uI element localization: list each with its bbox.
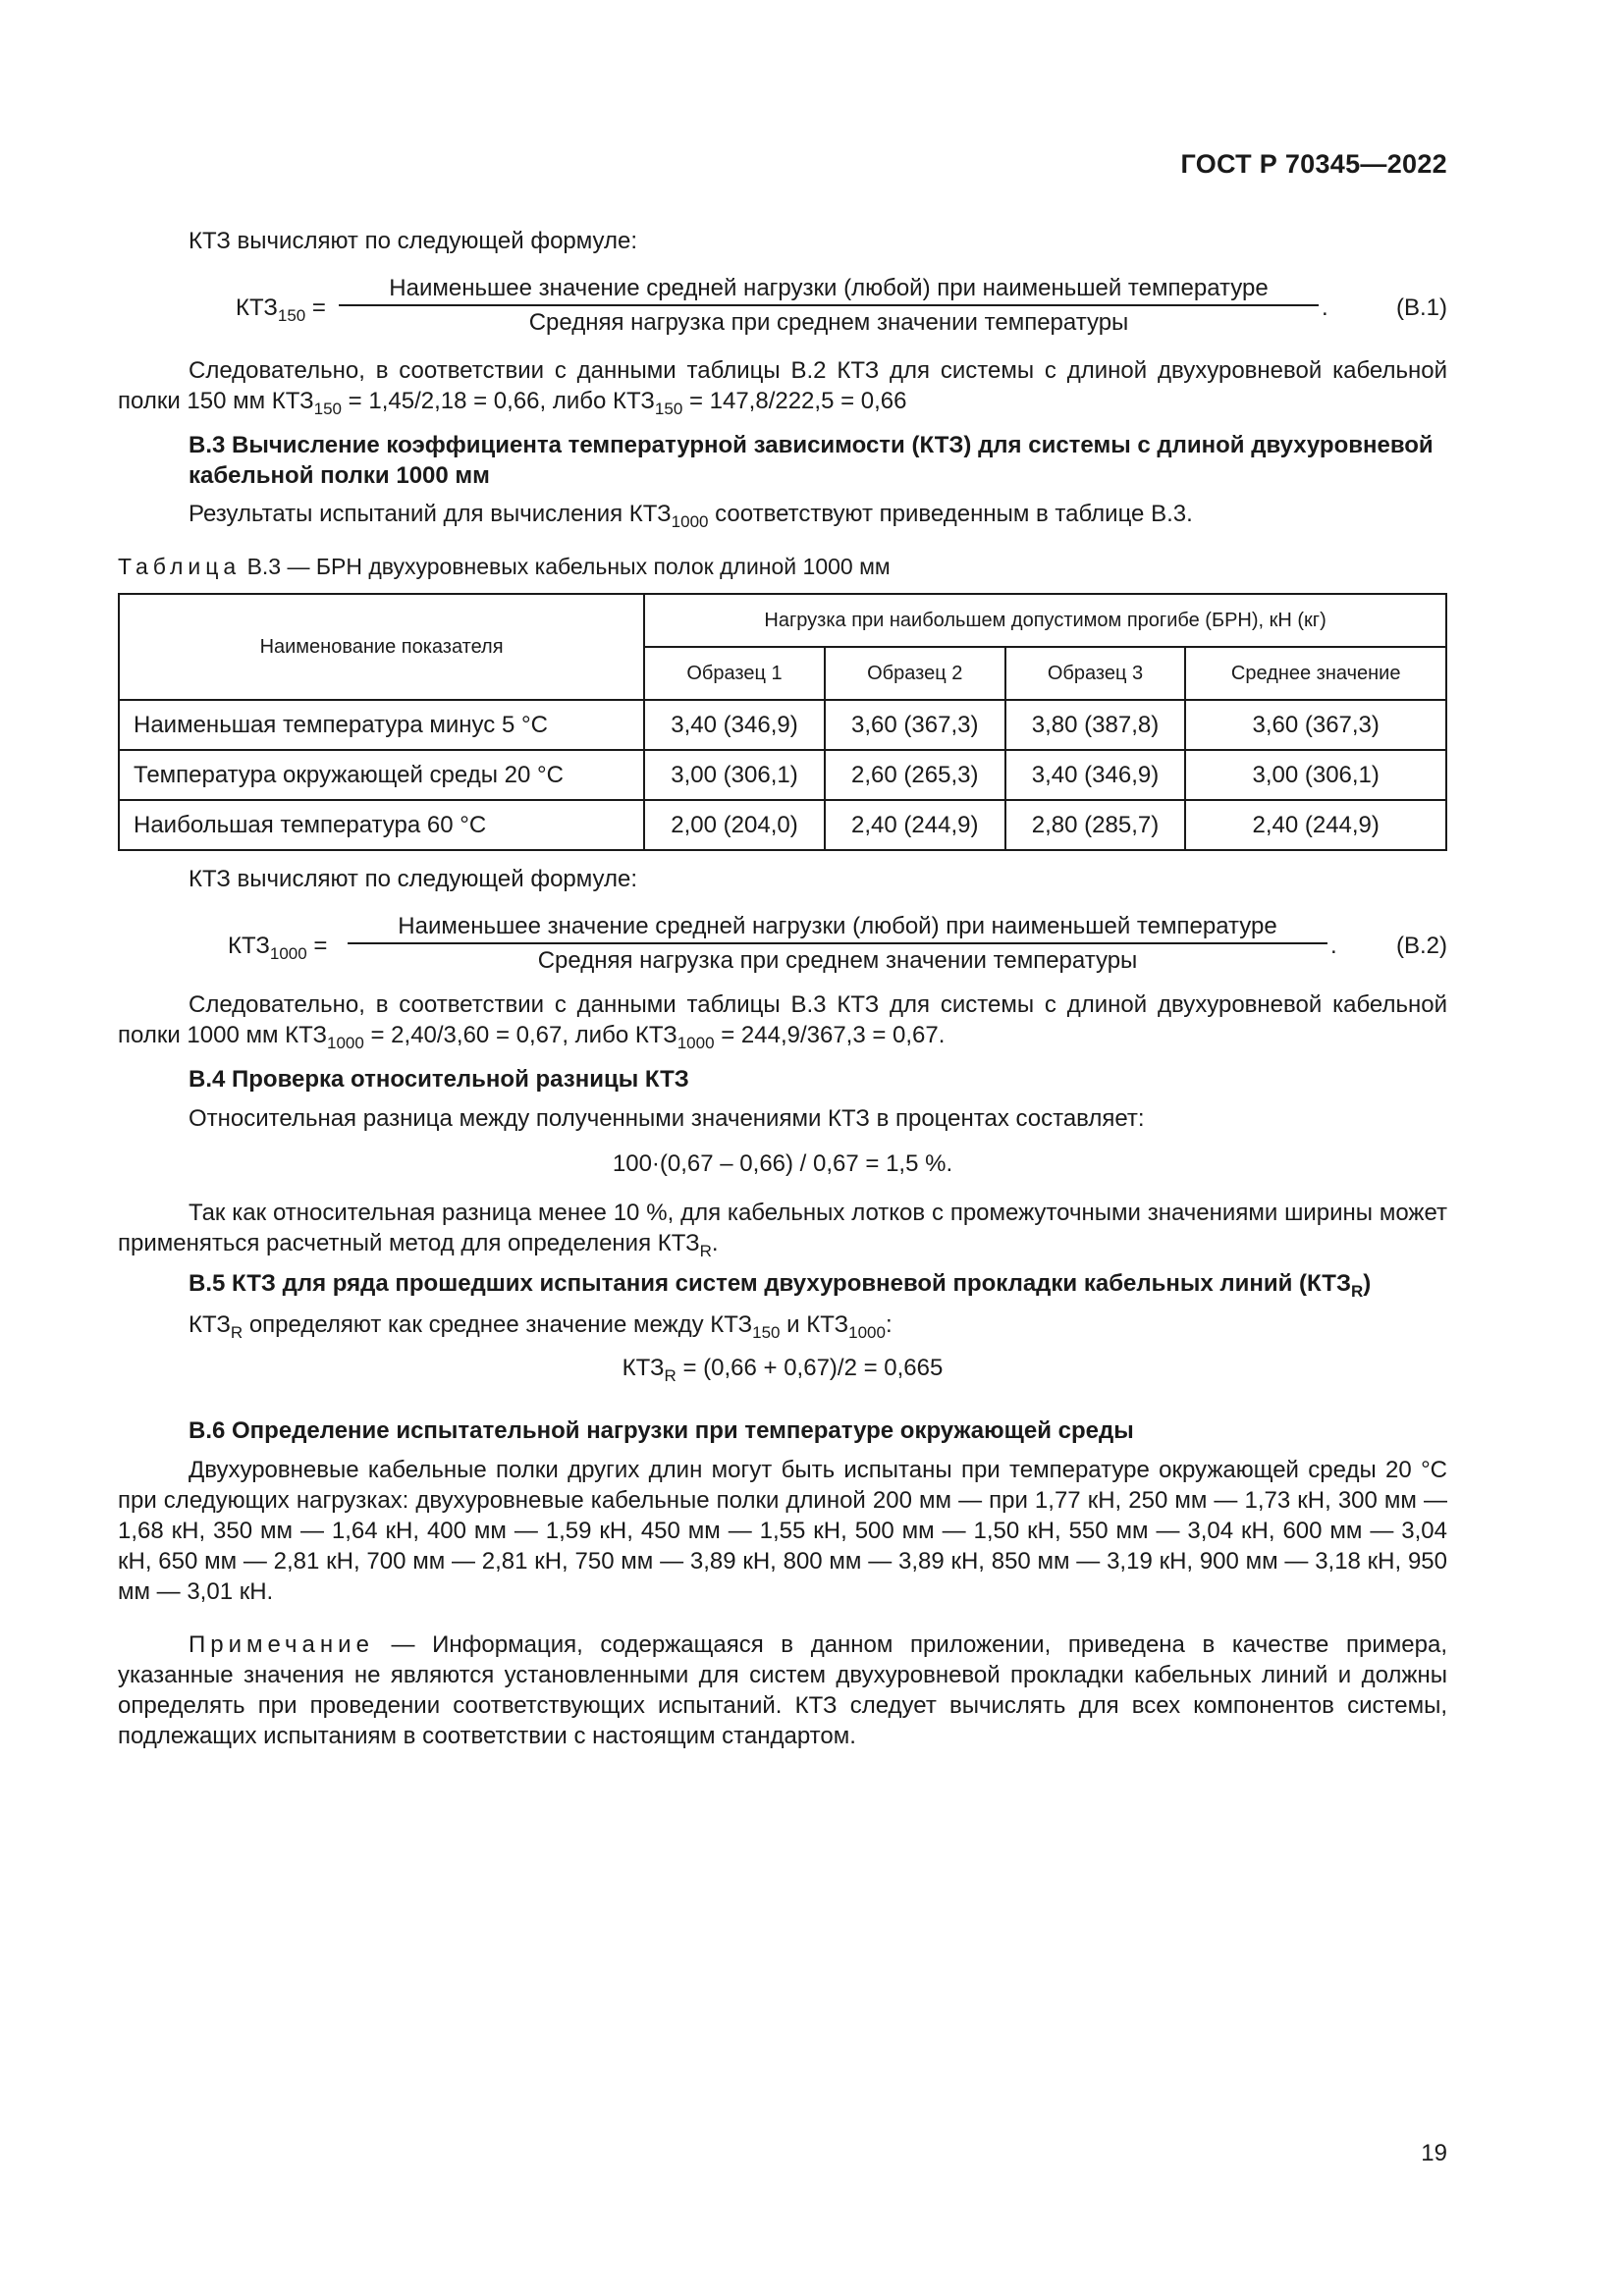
table-title: Таблица В.3 — БРН двухуровневых кабельных полок длиной 1000 мм xyxy=(118,554,891,579)
table-cell: 3,40 (346,9) xyxy=(1005,750,1186,800)
formula-b1-dot: . xyxy=(1322,294,1328,321)
table-row xyxy=(119,750,1446,800)
formula-b2 xyxy=(118,911,1447,982)
formula-b1-lhs: $КТЗ_{150}$ = xyxy=(236,294,326,325)
table-cell: 2,80 (285,7) xyxy=(1005,800,1186,850)
ktz-r-equation: $КТЗ_R = (0,66 + 0,67)/2 = 0,665$ xyxy=(622,1355,944,1385)
row-label: Наибольшая температура 60 °С xyxy=(119,800,644,850)
formula-b2-number: (В.2) xyxy=(1395,933,1447,959)
since-paragraph: Так как относительная разница менее 10 %, для кабельных лотков с промежуточными значениями ширины может применяться расчетный метод для определения $КТЗ_R$. xyxy=(118,1200,1447,1260)
relative-difference-paragraph: Относительная разница между полученными значениями КТЗ в процентах составляет: xyxy=(189,1105,1145,1132)
table-cell: 3,00 (306,1) xyxy=(1185,750,1446,800)
table-cell: 3,60 (367,3) xyxy=(825,700,1005,750)
formula-b1-fraction xyxy=(339,273,1319,340)
section-heading-b5: В.5 КТЗ для ряда прошедших испытания систем двухуровневой прокладки кабельных линий $(КТЗ_R)$ xyxy=(189,1270,1372,1301)
table-header-name: Наименование показателя xyxy=(119,594,644,700)
table-row xyxy=(119,800,1446,850)
note-paragraph: Примечание — Информация, содержащаяся в данном приложении, приведена в качестве примера, указанные значения не являются установленными для систем двухуровневой прокладки кабельных линий и должны определять при проведении соответствующих испытаний. КТЗ следует вычислять для всех компонентов системы, подлежащих испытаниям в соответствии с настоящим стандартом. xyxy=(118,1631,1447,1749)
formula-b2-lhs: $КТЗ_{1000}$ = xyxy=(228,933,328,963)
table-cell: 3,00 (306,1) xyxy=(644,750,825,800)
results-paragraph: Результаты испытаний для вычисления $КТЗ_{1000}$ соответствуют приведенным в таблице В.3. xyxy=(189,501,1193,531)
table-cell: 3,80 (387,8) xyxy=(1005,700,1186,750)
document-code: ГОСТ Р 70345—2022 xyxy=(1180,149,1447,179)
formula-b2-dot: . xyxy=(1330,933,1337,959)
table-cell: 3,40 (346,9) xyxy=(644,700,825,750)
section-heading-b6: В.6 Определение испытательной нагрузки при температуре окружающей среды xyxy=(189,1417,1134,1444)
consequently-paragraph-2: Следовательно, в соответствии с данными таблицы В.3 КТЗ для системы с длиной двухуровневой кабельной полки 1000 мм $КТЗ_{1000} = 2,40/3,60 = 0,67$, либо $КТЗ_{1000} = 244,9/367,3 = 0,67$. xyxy=(118,991,1447,1052)
table-cell: 2,00 (204,0) xyxy=(644,800,825,850)
formula-intro-1: КТЗ вычисляют по следующей формуле: xyxy=(189,228,638,254)
formula-b1-denominator: Средняя нагрузка при среднем значении температуры xyxy=(528,309,1129,336)
formula-b1-number: (В.1) xyxy=(1395,294,1447,321)
table-cell: 3,60 (367,3) xyxy=(1185,700,1446,750)
section-heading-b4: В.4 Проверка относительной разницы КТЗ xyxy=(189,1066,689,1093)
table-cell: 2,40 (244,9) xyxy=(1185,800,1446,850)
table-subheader: Образец 1 xyxy=(644,647,825,700)
page-number: 19 xyxy=(1421,2140,1447,2166)
brn-table xyxy=(118,593,1447,851)
table-subheader: Образец 2 xyxy=(825,647,1005,700)
row-label: Наименьшая температура минус 5 °С xyxy=(119,700,644,750)
table-subheader: Образец 3 xyxy=(1005,647,1186,700)
consequently-paragraph-1: Следовательно, в соответствии с данными таблицы В.2 КТЗ для системы с длиной двухуровневой кабельной полки 150 мм $КТЗ_{150} = 1,45/2,18 = 0,66$, либо $КТЗ_{150} = 147,8/222,5 = 0,66$ xyxy=(118,357,1447,418)
ktz-r-paragraph: $КТЗ_R$ определяют как среднее значение между $КТЗ_{150}$ и $КТЗ_{1000}$: xyxy=(189,1311,893,1342)
formula-b2-numerator: Наименьшее значение средней нагрузки (любой) при наименьшей температуре xyxy=(398,913,1277,939)
table-cell: 2,60 (265,3) xyxy=(825,750,1005,800)
b6-paragraph: Двухуровневые кабельные полки других длин могут быть испытаны при температуре окружающей среды 20 °С при следующих нагрузках: двухуровневые кабельные полки длиной 200 мм — при 1,77 кН, 250 мм — 1,73 кН, 300 мм — 1,68 кН, 350 мм — 1,64 кН, 400 мм — 1,59 кН, 450 мм — 1,55 кН, 500 мм — 1,50 кН, 550 мм — 3,04 кН, 600 мм — 3,04 кН, 650 мм — 2,81 кН, 700 мм — 2,81 кН, 750 мм — 3,89 кН, 800 мм — 3,89 кН, 850 мм — 3,19 кН, 900 мм — 3,18 кН, 950 мм — 3,01 кН. xyxy=(118,1457,1447,1605)
row-label: Температура окружающей среды 20 °С xyxy=(119,750,644,800)
formula-b2-denominator: Средняя нагрузка при среднем значении температуры xyxy=(537,947,1138,974)
table-header-group: Нагрузка при наибольшем допустимом прогибе (БРН), кН (кг) xyxy=(644,594,1446,647)
formula-b1 xyxy=(118,273,1447,344)
formula-intro-2: КТЗ вычисляют по следующей формуле: xyxy=(189,866,638,892)
table-subheader: Среднее значение xyxy=(1185,647,1446,700)
table-row xyxy=(119,700,1446,750)
formula-b1-numerator: Наименьшее значение средней нагрузки (любой) при наименьшей температуре xyxy=(389,275,1269,301)
section-heading-b3: В.3 Вычисление коэффициента температурной зависимости (КТЗ) для системы с длиной двухуровневой кабельной полки 1000 мм xyxy=(189,432,1434,489)
relative-difference-equation: 100·(0,67 – 0,66) / 0,67 = 1,5 %. xyxy=(612,1150,953,1177)
table-cell: 2,40 (244,9) xyxy=(825,800,1005,850)
formula-b2-fraction xyxy=(348,911,1327,978)
